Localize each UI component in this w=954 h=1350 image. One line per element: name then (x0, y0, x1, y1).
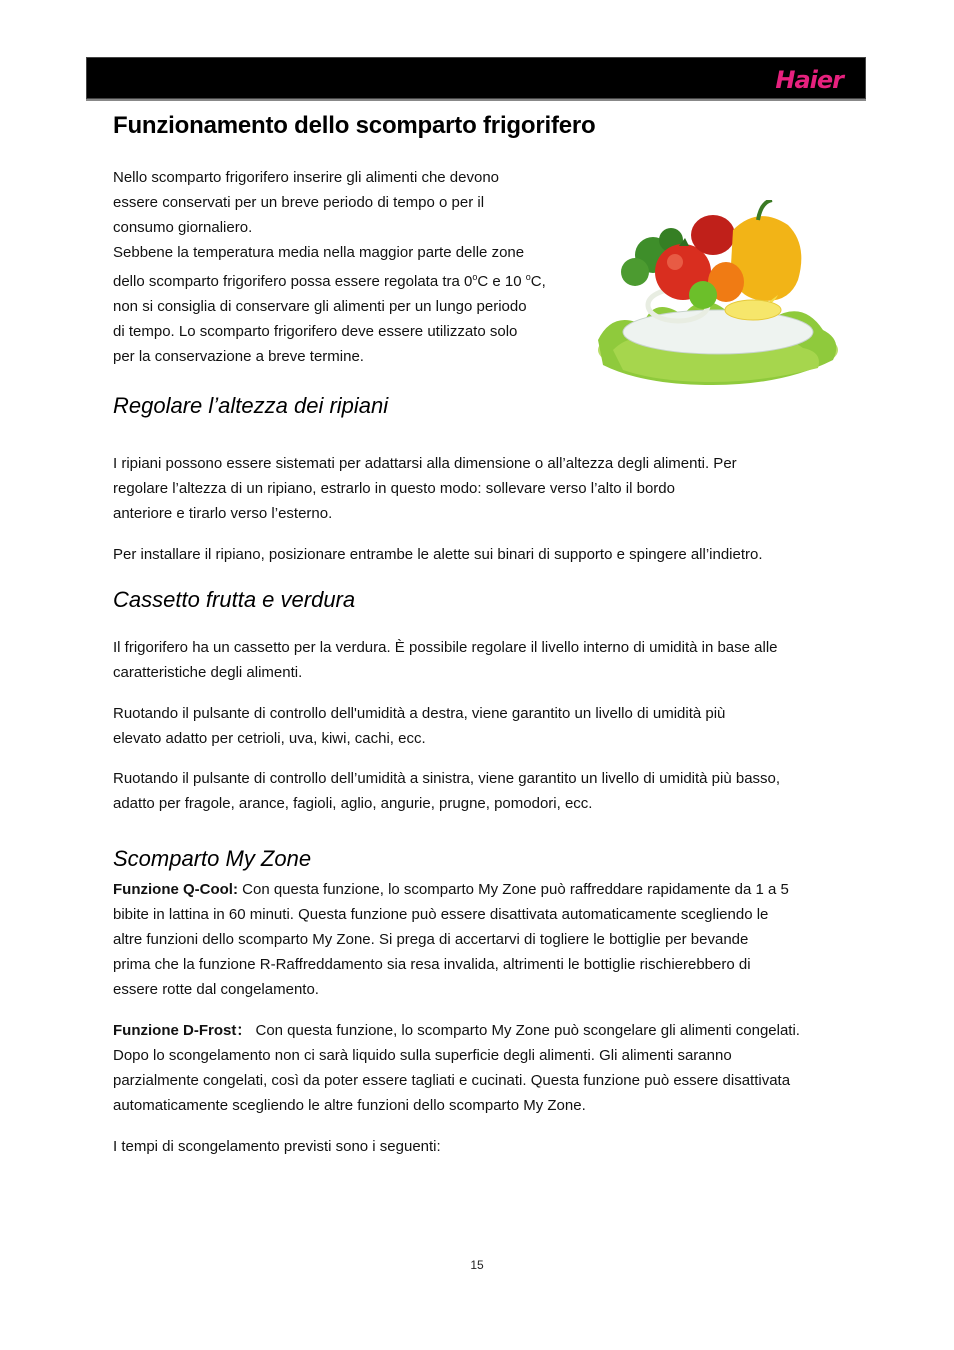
section-heading-crisper: Cassetto frutta e verdura (113, 587, 356, 612)
shelves-paragraph-2: Per installare il ripiano, posizionare entrambe le alette sui binari di supporto e spingere all’indietro. (113, 546, 763, 563)
qcool-label: Funzione Q-Cool: (113, 881, 238, 898)
intro-line: essere conservati per un breve periodo di tempo o per il (113, 194, 485, 211)
intro-line: non si consiglia di conservare gli alimenti per un lungo periodo (113, 298, 527, 315)
text-line: Il frigorifero ha un cassetto per la verdura. È possibile regolare il livello interno di umidità in base alle (113, 639, 778, 656)
brand-logo: Haier (775, 66, 843, 94)
vegetables-illustration (583, 200, 848, 392)
text-line: bibite in lattina in 60 minuti. Questa funzione può essere disattivata automaticamente scegliendo le (113, 906, 769, 923)
intro-line: Nello scomparto frigorifero inserire gli alimenti che devono (113, 169, 500, 186)
text-fragment: Con questa funzione, lo scomparto My Zone può scongelare gli alimenti congelati. (251, 1022, 800, 1039)
text-line (113, 877, 858, 902)
text-line: adatto per fragole, arance, fagioli, aglio, angurie, prugne, pomodori, ecc. (113, 795, 593, 812)
text-line: caratteristiche degli alimenti. (113, 664, 303, 681)
defrost-times-intro: I tempi di scongelamento previsti sono i seguenti: (113, 1138, 441, 1155)
page-number: 15 (470, 1258, 484, 1272)
intro-text: C, (530, 273, 546, 290)
section-heading-myzone: Scomparto My Zone (113, 846, 312, 871)
text-line: elevato adatto per cetrioli, uva, kiwi, cachi, ecc. (113, 730, 426, 747)
intro-line: per la conservazione a breve termine. (113, 348, 364, 365)
text-line: altre funzioni dello scomparto My Zone. Si prega di accertarvi di togliere le bottiglie per bevande (113, 931, 749, 948)
header-bar (86, 57, 866, 99)
qcool-paragraph (113, 877, 858, 1002)
text-line: Dopo lo scongelamento non ci sarà liquido sulla superficie degli alimenti. Gli alimenti saranno (113, 1047, 732, 1064)
intro-text: dello scomparto frigorifero possa essere regolata tra 0 (113, 273, 473, 290)
text-line: parzialmente congelati, così da poter essere tagliati e cucinati. Questa funzione può essere disattivata (113, 1072, 791, 1089)
text-line (113, 1018, 858, 1043)
intro-line: di tempo. Lo scomparto frigorifero deve essere utilizzato solo (113, 323, 518, 340)
text-line: anteriore e tirarlo verso l’esterno. (113, 505, 333, 522)
text-line: prima che la funzione R-Raffreddamento sia resa invalida, altrimenti le bottiglie rischierebbero di (113, 956, 751, 973)
intro-paragraph (113, 165, 583, 369)
shelves-paragraph-1 (113, 451, 853, 526)
crisper-paragraph-2 (113, 701, 853, 751)
section-heading-shelves: Regolare l’altezza dei ripiani (113, 393, 389, 418)
crisper-paragraph-1 (113, 635, 853, 685)
intro-temperature-line (113, 265, 583, 294)
degree-mark: o (525, 272, 531, 282)
text-line: Ruotando il pulsante di controllo dell’umidità a sinistra, viene garantito un livello di umidità più basso, (113, 770, 781, 787)
text-line: essere rotte dal congelamento. (113, 981, 319, 998)
crisper-paragraph-3 (113, 766, 858, 816)
intro-line: Sebbene la temperatura media nella maggior parte delle zone (113, 244, 525, 261)
intro-line: consumo giornaliero. (113, 219, 253, 236)
page-title: Funzionamento dello scomparto frigorifero (113, 112, 596, 139)
text-line: automaticamente scegliendo le altre funzioni dello scomparto My Zone. (113, 1097, 586, 1114)
dfrost-label: Funzione D-Frost： (113, 1022, 252, 1039)
text-line: Ruotando il pulsante di controllo dell'umidità a destra, viene garantito un livello di umidità più (113, 705, 726, 722)
degree-mark: o (472, 272, 478, 282)
intro-text: C e 10 (477, 273, 526, 290)
text-line: regolare l’altezza di un ripiano, estrarlo in questo modo: sollevare verso l’alto il bordo (113, 480, 675, 497)
text-fragment: Con questa funzione, lo scomparto My Zone può raffreddare rapidamente da 1 a 5 (237, 881, 789, 898)
dfrost-paragraph (113, 1018, 858, 1118)
text-line: I ripiani possono essere sistemati per adattarsi alla dimensione o all’altezza degli alimenti. Per (113, 455, 737, 472)
